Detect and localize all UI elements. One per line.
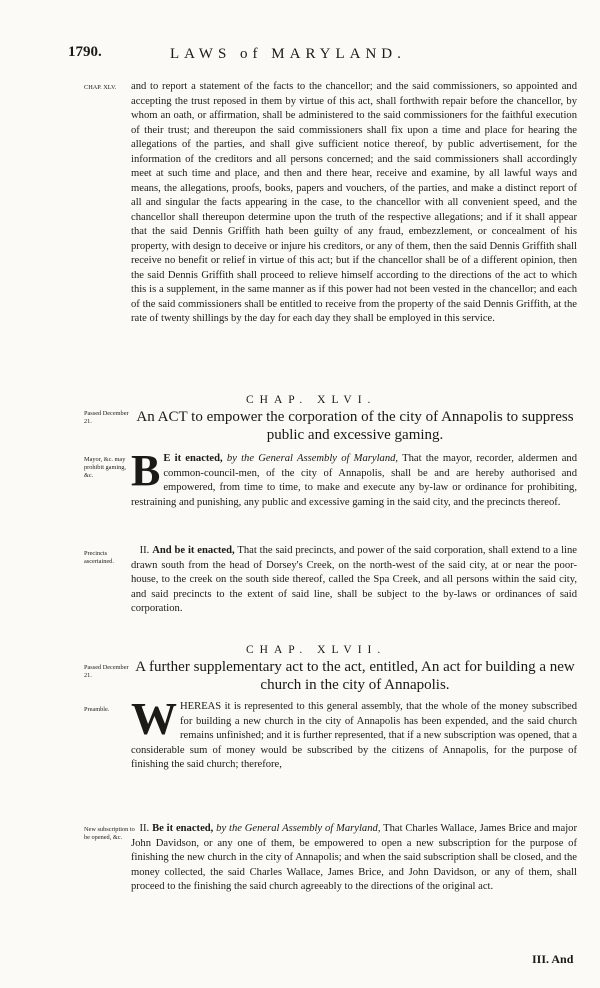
running-title: LAWS of MARYLAND. [170, 46, 406, 62]
chap45-text: and to report a statement of the facts to the chancellor; and the said commissioners, so appointed and accepting the trust reposed in them by virtue of this act, shall forthwith repair before the chancellor, by whom an oath, or affirmation, shall be administered to the said commissioners for the faithful execution of their trust; and thereupon the said commissioners shall fix upon a time and place for hearing the allegations of the parties, and shall give sufficient notice thereof, by public advertisement, for the information of the creditors and all persons concerned; and the said commissioners shall accordingly meet at such time and place, and then and there hear, receive and examine, by all lawful ways and means, the allegations, proofs, books, papers and vouchers, of the parties, and make a distinct report of all and singular the facts appearing in the case, to the chancellor with all convenient speed, and the chancellor shall thereupon determine upon the truth of the respective allegations; and if it shall appear that the said Dennis Griffith hath been guilty of any fraud, embezzlement, or concealment of his property, with design to deceive or injure his creditors, or any of them, then the said Dennis Griffith shall receive no benefit or relief in virtue of this act; but if the chancellor shall be of a different opinion, then the said Dennis Griffith shall proceed to relieve himself according to the directions of the act to which this is a supplement, in the same manner as if this power had not been vested in the chancellor; and each of the said commissioners shall be entitled to receive from the property of the said Dennis Griffith, at the rate of twenty shillings by the day for each day they shall be employed in this service. [131, 81, 577, 324]
chap46-heading: CHAP. XLVI. [246, 394, 377, 406]
section-number: II. [139, 823, 150, 834]
chap46-title: An ACT to empower the corporation of the city of Annapolis to suppress public and excessive gaming. [136, 409, 574, 443]
chap47-heading: CHAP. XLVII. [246, 644, 387, 656]
section1-body: That the mayor, recorder, aldermen and common-council-men, of the city of Annapolis, shall be and are hereby authorised and empowered, from time to time, to make and execute any by-law or ordinance for prohibiting, restraining and punishing, any public and excessive gaming in the said city, and the precincts thereof. [131, 453, 577, 508]
section-number: II. [139, 545, 150, 556]
section2-body: That the said precincts, and power of the said corporation, shall extend to a line drawn south from the head of Dorsey's Creek, on the north-west of the said city, at or near the poor-house, to the creek on the south side thereof, called the Spa Creek, and all persons within the said city, and said precincts to the extent of said line, shall be subject to the by-laws or ordinances of said corporation. [131, 545, 577, 614]
preamble-body: HEREAS it is represented to this general assembly, that the whole of the money subscribed for building a new church in the city of Annapolis has been expended, and the said church remains unfinished; and it is further represented, that if a new subscription was opened, that a considerable sum of money would be subscribed by the citizens of Annapolis, for the purpose of finishing the said church; therefore, [131, 701, 577, 770]
enacting-word: And be it enacted, [152, 545, 235, 556]
enacting-authority: by the General Assembly of Maryland, [226, 453, 399, 464]
drop-cap-w: W [131, 693, 177, 744]
section2-body: That Charles Wallace, James Brice and major John Davidson, or any one of them, be empowered to open a new subscription for the purpose of finishing the new church in the city of Annapolis; and when the said subscription shall be closed, and the money collected, the said Charles Wallace, James Brice, and John Davidson, or any of them, shall proceed to the finishing the said church agreeably to the directions of the original act. [131, 823, 577, 892]
margin-note-preamble: Preamble. [84, 706, 110, 713]
chap47-preamble [131, 693, 577, 773]
catchword: III. And [532, 952, 574, 966]
chap47-section2 [131, 822, 577, 895]
margin-note-mayor: Mayor, &c. may prohibit gaming, &c. [84, 456, 126, 479]
chap46-section1 [131, 446, 577, 510]
margin-note-precincts: Precincts ascertained. [84, 550, 114, 565]
margin-note-passed-47: Passed December 21. [84, 664, 129, 679]
margin-note-chap45: CHAP. XLV. [84, 84, 117, 91]
margin-note-subscription: New subscription to be opened, &c. [84, 826, 135, 841]
drop-cap-b: B [131, 446, 161, 495]
enacting-authority: by the General Assembly of Maryland, [216, 823, 381, 834]
chap47-title: A further supplementary act to the act, entitled, An act for building a new church in the city of Annapolis. [135, 659, 575, 693]
enacting-word: E it enacted, [163, 453, 223, 464]
page-year: 1790. [68, 44, 102, 60]
chap46-section2 [131, 544, 577, 617]
enacting-word: Be it enacted, [152, 823, 214, 834]
margin-note-passed-46: Passed December 21. [84, 410, 129, 425]
